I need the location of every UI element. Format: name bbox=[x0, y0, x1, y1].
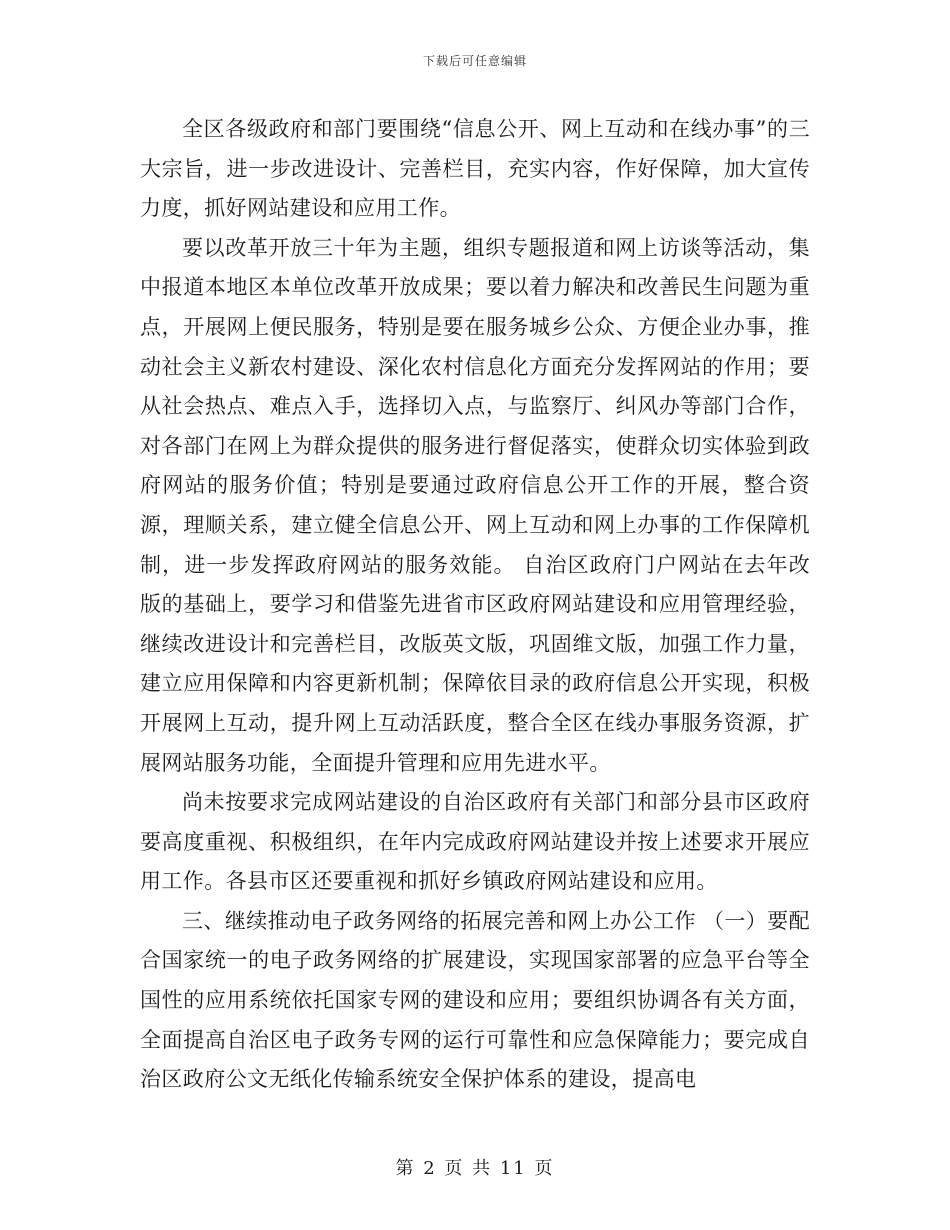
paragraph-3: 尚未按要求完成网站建设的自治区政府有关部门和部分县市区政府要高度重视、积极组织，在年内完成政府网站建设并按上述要求开展应用工作。各县市区还要重视和抓好乡镇政府网站建设和应用。 bbox=[140, 790, 810, 894]
page-header: 下载后可任意编辑 bbox=[422, 54, 527, 68]
paragraph-4: 三、继续推动电子政务网络的拓展完善和网上办公工作 （一）要配合国家统一的电子政务网络的扩展建设，实现国家部署的应急平台等全国性的应用系统依托国家专网的建设和应用；要组织协调各有关方面，全面提高自治区电子政务专网的运行可靠性和应急保障能力；要完成自治区政府公文无纸化传输系统安全保护体系的建设，提高电 bbox=[140, 908, 810, 1092]
document-body bbox=[140, 110, 810, 1100]
paragraph-1: 全区各级政府和部门要围绕“信息公开、网上互动和在线办事”的三大宗旨，进一步改进设计、完善栏目，充实内容，作好保障，加大宣传力度，抓好网站建设和应用工作。 bbox=[140, 117, 810, 221]
page-footer: 第 2 页 共 11 页 bbox=[395, 1158, 555, 1179]
paragraph-2: 要以改革开放三十年为主题，组织专题报道和网上访谈等活动，集中报道本地区本单位改革开放成果；要以着力解决和改善民生问题为重点，开展网上便民服务，特别是要在服务城乡公众、方便企业办事，推动社会主义新农村建设、深化农村信息化方面充分发挥网站的作用；要从社会热点、难点入手，选择切入点，与监察厅、纠风办等部门合作，对各部门在网上为群众提供的服务进行督促落实，使群众切实体验到政府网站的服务价值；特别是要通过政府信息公开工作的开展，整合资源，理顺关系，建立健全信息公开、网上互动和网上办事的工作保障机制，进一步发挥政府网站的服务效能。 自治区政府门户网站在去年改版的基础上，要学习和借鉴先进省市区政府网站建设和应用管理经验，继续改进设计和完善栏目，改版英文版，巩固维文版，加强工作力量，建立应用保障和内容更新机制；保障依目录的政府信息公开实现，积极开展网上互动，提升网上互动活跃度，整合全区在线办事服务资源，扩展网站服务功能，全面提升管理和应用先进水平。 bbox=[140, 235, 810, 775]
